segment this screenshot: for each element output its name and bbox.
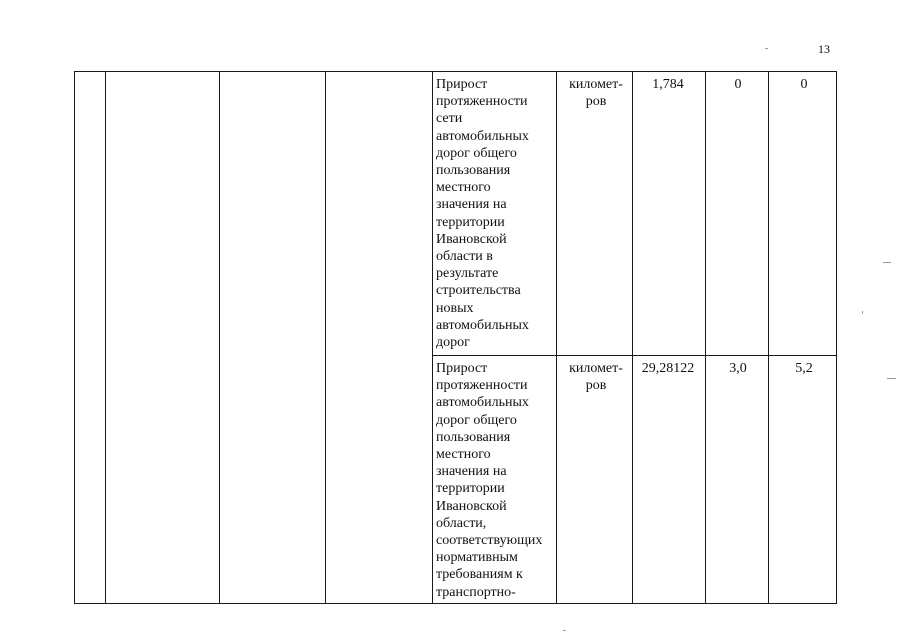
value-cell: 29,28122 — [641, 361, 695, 376]
indicator-cell: Прирост протяженности сети автомобильных дорог общего пользования местного значения на территории Ивановской области в результате строительства новых автомобильных дорог — [436, 77, 529, 351]
column-divider — [705, 72, 706, 603]
scan-speck — [887, 378, 896, 379]
page-number: 13 — [818, 42, 830, 56]
column-divider — [632, 72, 633, 603]
indicators-table — [74, 71, 837, 604]
value-cell: 5,2 — [795, 361, 813, 376]
value-cell: 1,784 — [652, 77, 684, 92]
column-divider — [556, 72, 557, 603]
column-divider — [325, 72, 326, 603]
scan-speck — [563, 630, 566, 631]
indicator-cell: Прирост протяженности автомобильных дорог общего пользования местного значения на территории Ивановской области, соответствующих нормативным требованиям к транспортно- — [436, 361, 543, 600]
scan-speck — [883, 262, 891, 263]
unit-cell: километ- ров — [569, 77, 623, 110]
unit-cell: километ- ров — [569, 361, 623, 394]
scan-speck — [765, 48, 768, 49]
column-divider — [768, 72, 769, 603]
scan-speck — [862, 311, 863, 314]
column-divider — [105, 72, 106, 603]
column-divider — [219, 72, 220, 603]
value-cell: 0 — [800, 77, 808, 92]
row-divider — [432, 355, 836, 356]
column-divider — [432, 72, 433, 603]
value-cell: 0 — [734, 77, 742, 92]
value-cell: 3,0 — [729, 361, 747, 376]
